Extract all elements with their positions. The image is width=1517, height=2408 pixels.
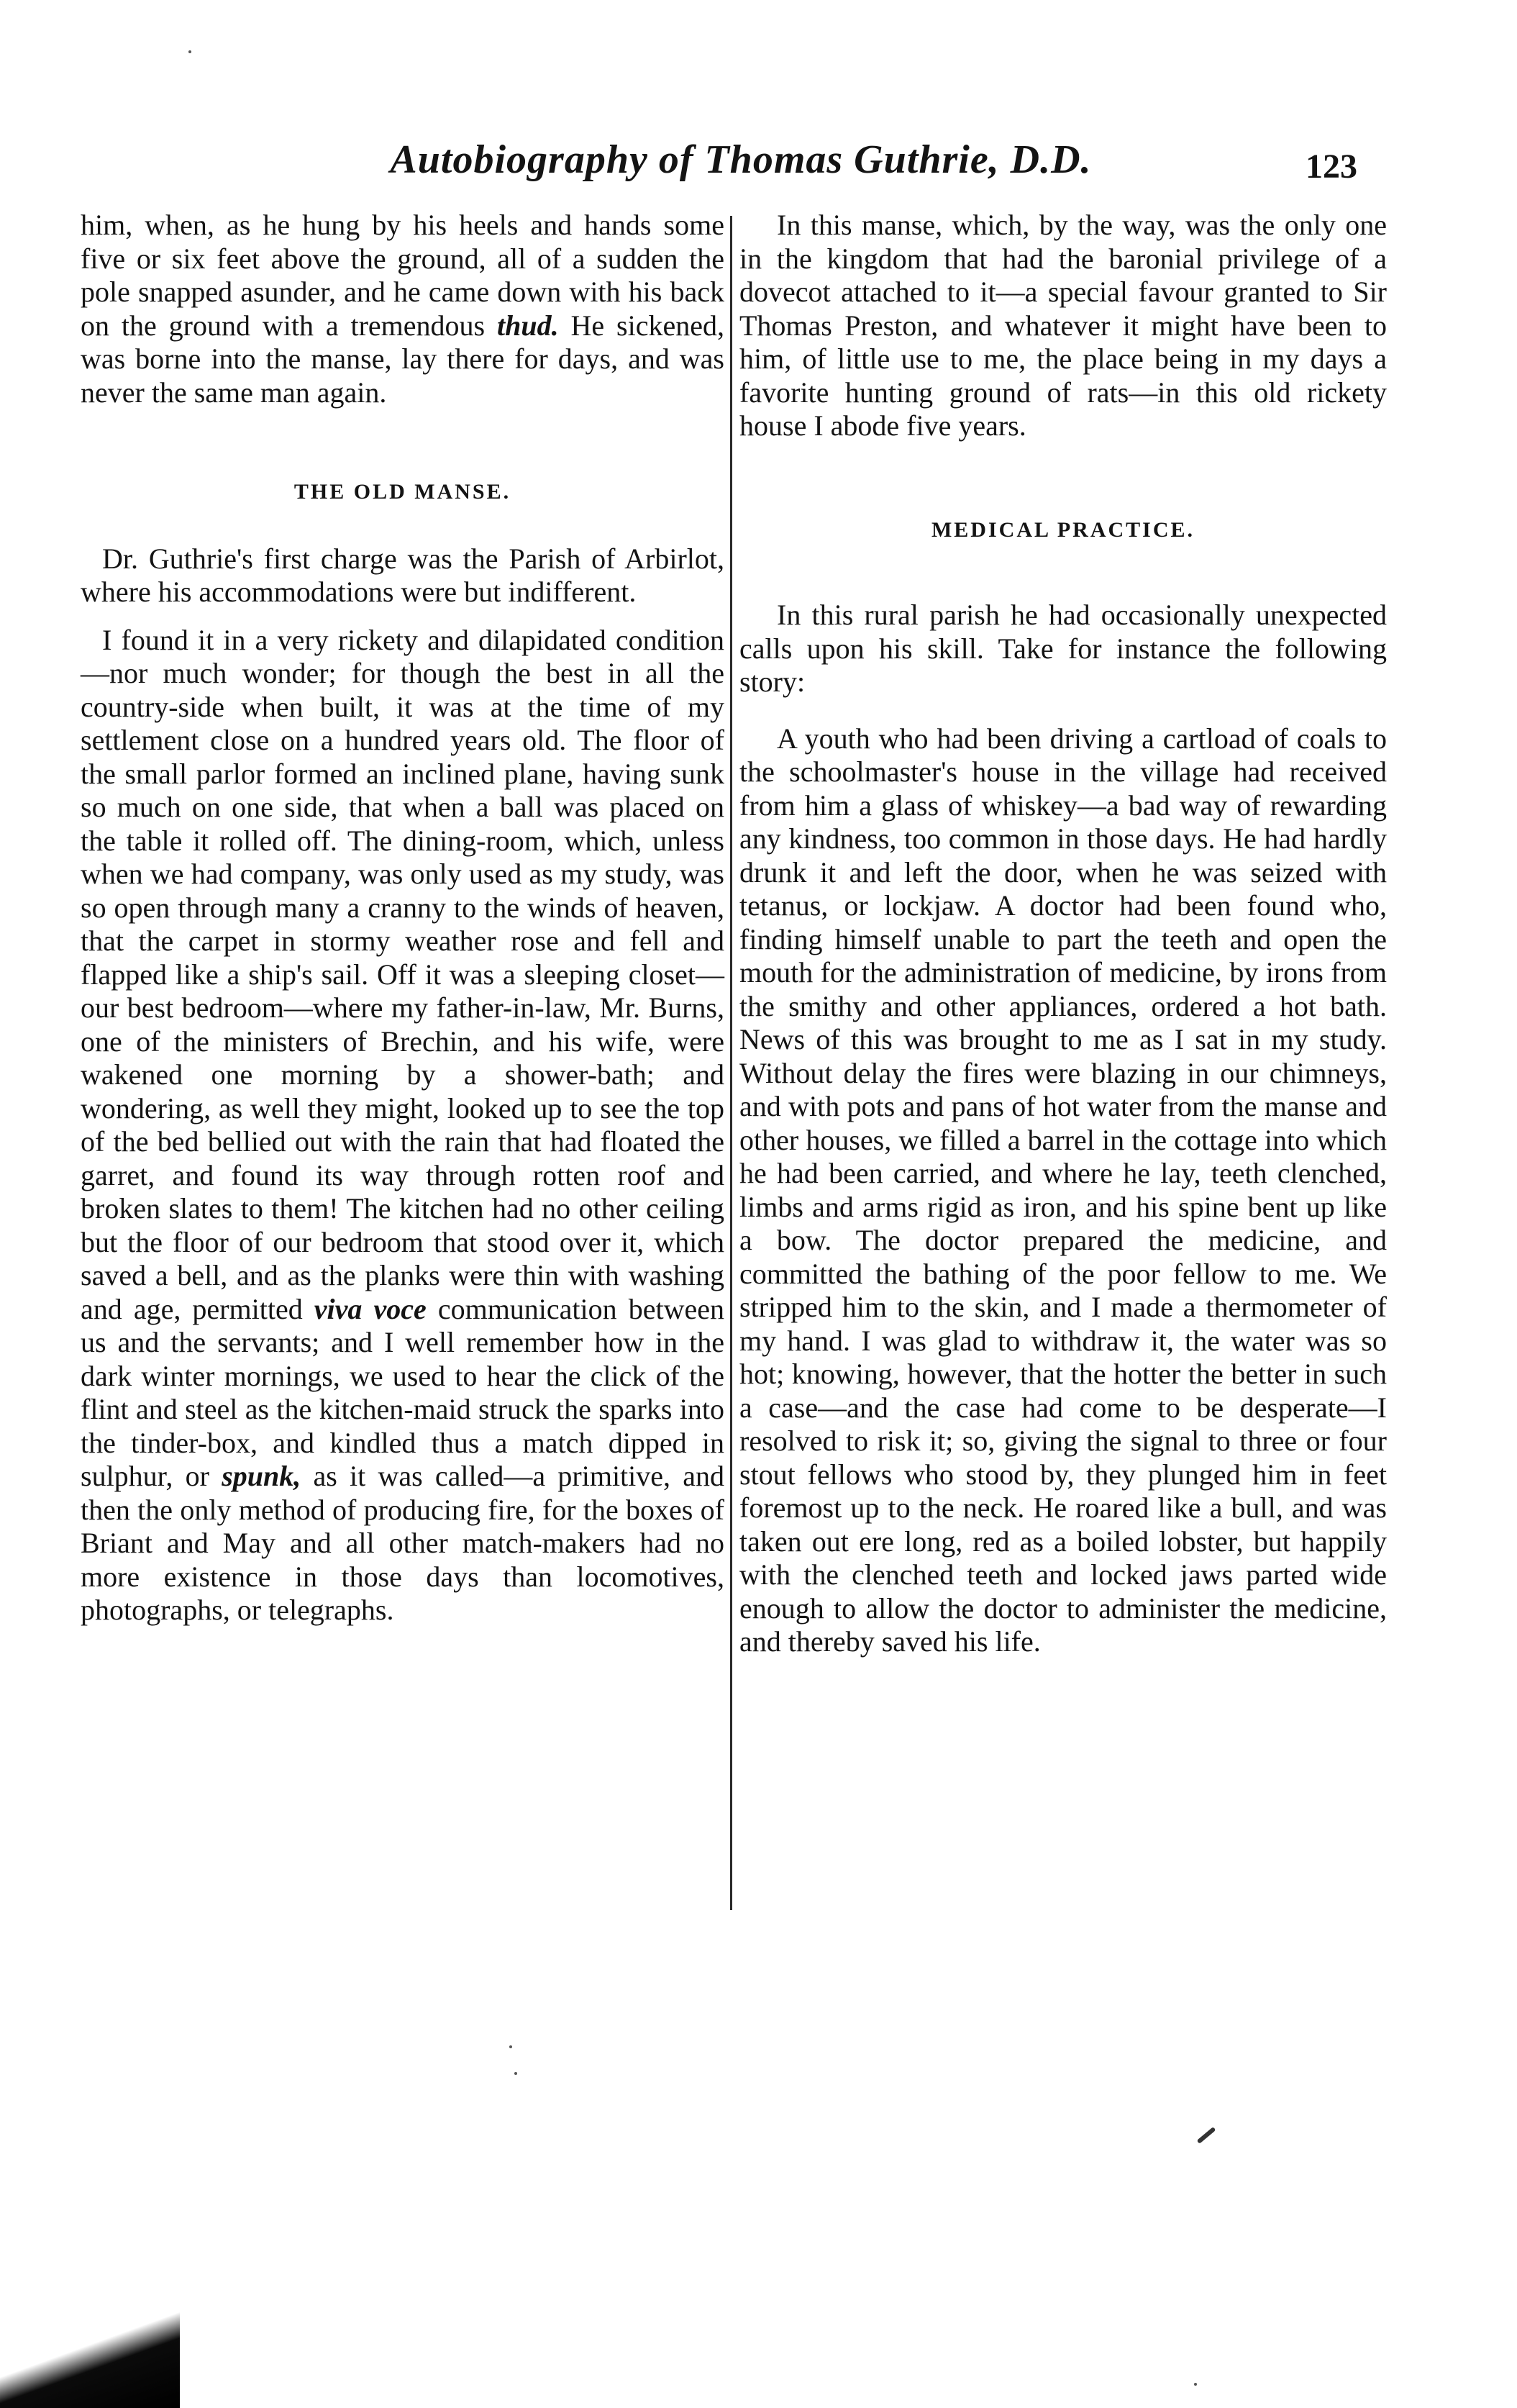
quote-text: I found it in a very rickety and dilapidated condition—nor much wonder; for though the best in all the country-side when built, it was at the time of my settlement close on a hundred years old. The floor of the small parlor formed an inclined plane, having sunk so much on one side, that when a ball was placed on the table it rolled off. The dining-room, which, unless when we had company, was only used as my study, was so open through many a cranny to the winds of heaven, that the carpet in stormy weather rose and fell and flapped like a ship's sail. Off it was a sleeping closet—our best bedroom—where my father-in-law, Mr. Burns, one of the ministers of Brechin, and his wife, were wakened one morning by a shower-bath; and wondering, as well they might, looked up to see the top of the bed bellied out with the rain that had floated the garret, and found its way through rotten roof and broken slates to them! The kitchen had no other ceiling but the floor of our bedroom that stood over it, which saved a bell, and as the planks were thin with washing and age, permitted bbox=[81, 623, 724, 1325]
rural-paragraph: In this rural parish he had occasionally unexpected calls upon his skill. Take for instance the following story: bbox=[739, 599, 1387, 698]
youth-paragraph: A youth who had been driving a cartload of coals to the schoolmaster's house in the village had received from him a glass of whiskey—a bad way of rewarding any kindness, too common in those days. He had hardly drunk it and left the door, when he was seized with tetanus, or lockjaw. A doctor had been found who, finding himself unable to part the teeth and open the mouth for the administration of medicine, by irons from the smithy and other appliances, ordered a hot bath. News of this was brought to me as I sat in my study. Without delay the fires were blazing in our chimneys, and with pots and pans of hot water from the manse and other houses, we filled a barrel in the cottage into which he had been carried, and where he lay, teeth clenched, limbs and arms rigid as iron, and his spine bent up like a bow. The doctor prepared the medicine, and committed the bathing of the poor fellow to me. We stripped him to the skin, and I made a thermometer of my hand. I was glad to withdraw it, the water was so hot; knowing, however, that the hotter the better in such a case—and the case had come to be desperate—I resolved to risk it; so, giving the signal to three or four stout fellows who stood by, they plunged him in feet foremost up to the neck. He roared like a bull, and was taken out ere long, red as a boiled lobster, but happily with the clenched teeth and locked jaws parted wide enough to allow the doctor to administer the medicine, and thereby saved his life. bbox=[739, 722, 1387, 1658]
emphasis-spunk: spunk, bbox=[222, 1460, 301, 1492]
emphasis-thud: thud. bbox=[497, 309, 559, 342]
running-title: Autobiography of Thomas Guthrie, D.D. bbox=[390, 137, 1092, 182]
continued-text-end: He sickened, was borne into the manse, lay there for days, and was never the same man again. bbox=[81, 309, 724, 409]
scan-speck bbox=[1194, 2383, 1197, 2386]
section-heading-medical-practice: MEDICAL PRACTICE. bbox=[931, 517, 1195, 542]
right-column bbox=[739, 209, 1387, 1659]
continued-text: him, when, as he hung by his heels and hands some five or six feet above the ground, all of a sudden the pole snapped asunder, and he came down with his back on the ground with a tremendous bbox=[81, 209, 724, 342]
quote-text-end: as it was called—a primitive, and then the only method of producing fire, for the boxes of Briant and May and all other match-makers had no more existence in those days than locomotives, photographs, or telegraphs. bbox=[81, 1460, 725, 1626]
continued-paragraph bbox=[81, 209, 724, 409]
left-column bbox=[81, 209, 724, 1627]
quote-paragraph bbox=[81, 624, 724, 1627]
column-divider bbox=[730, 216, 732, 1910]
emphasis-viva-voce: viva voce bbox=[314, 1292, 427, 1325]
manse-paragraph: In this manse, which, by the way, was the only one in the kingdom that had the baronial privilege of a dovecot attached to it—a special favour granted to Sir Thomas Preston, and whatever it might have been to him, of little use to me, the place being in my days a favorite hunting ground of rats—in this old rickety house I abode five years. bbox=[739, 209, 1387, 442]
page-number: 123 bbox=[1306, 147, 1357, 186]
intro-paragraph: Dr. Guthrie's first charge was the Parish of Arbirlot, where his accommodations were but indifferent. bbox=[81, 542, 724, 608]
scan-speck bbox=[514, 2072, 517, 2075]
scan-speck bbox=[509, 2045, 512, 2048]
scan-speck bbox=[188, 50, 191, 53]
scan-edge-shadow bbox=[0, 2299, 180, 2408]
ink-mark bbox=[1197, 2127, 1216, 2144]
section-heading-old-manse: THE OLD MANSE. bbox=[293, 480, 511, 504]
quote-text-cont: communication between us and the servants; and I well remember how in the dark winter mornings, we used to hear the click of the flint and steel as the kitchen-maid struck the sparks into the tinder-box, and kindled thus a match dipped in sulphur, or bbox=[81, 1292, 724, 1492]
